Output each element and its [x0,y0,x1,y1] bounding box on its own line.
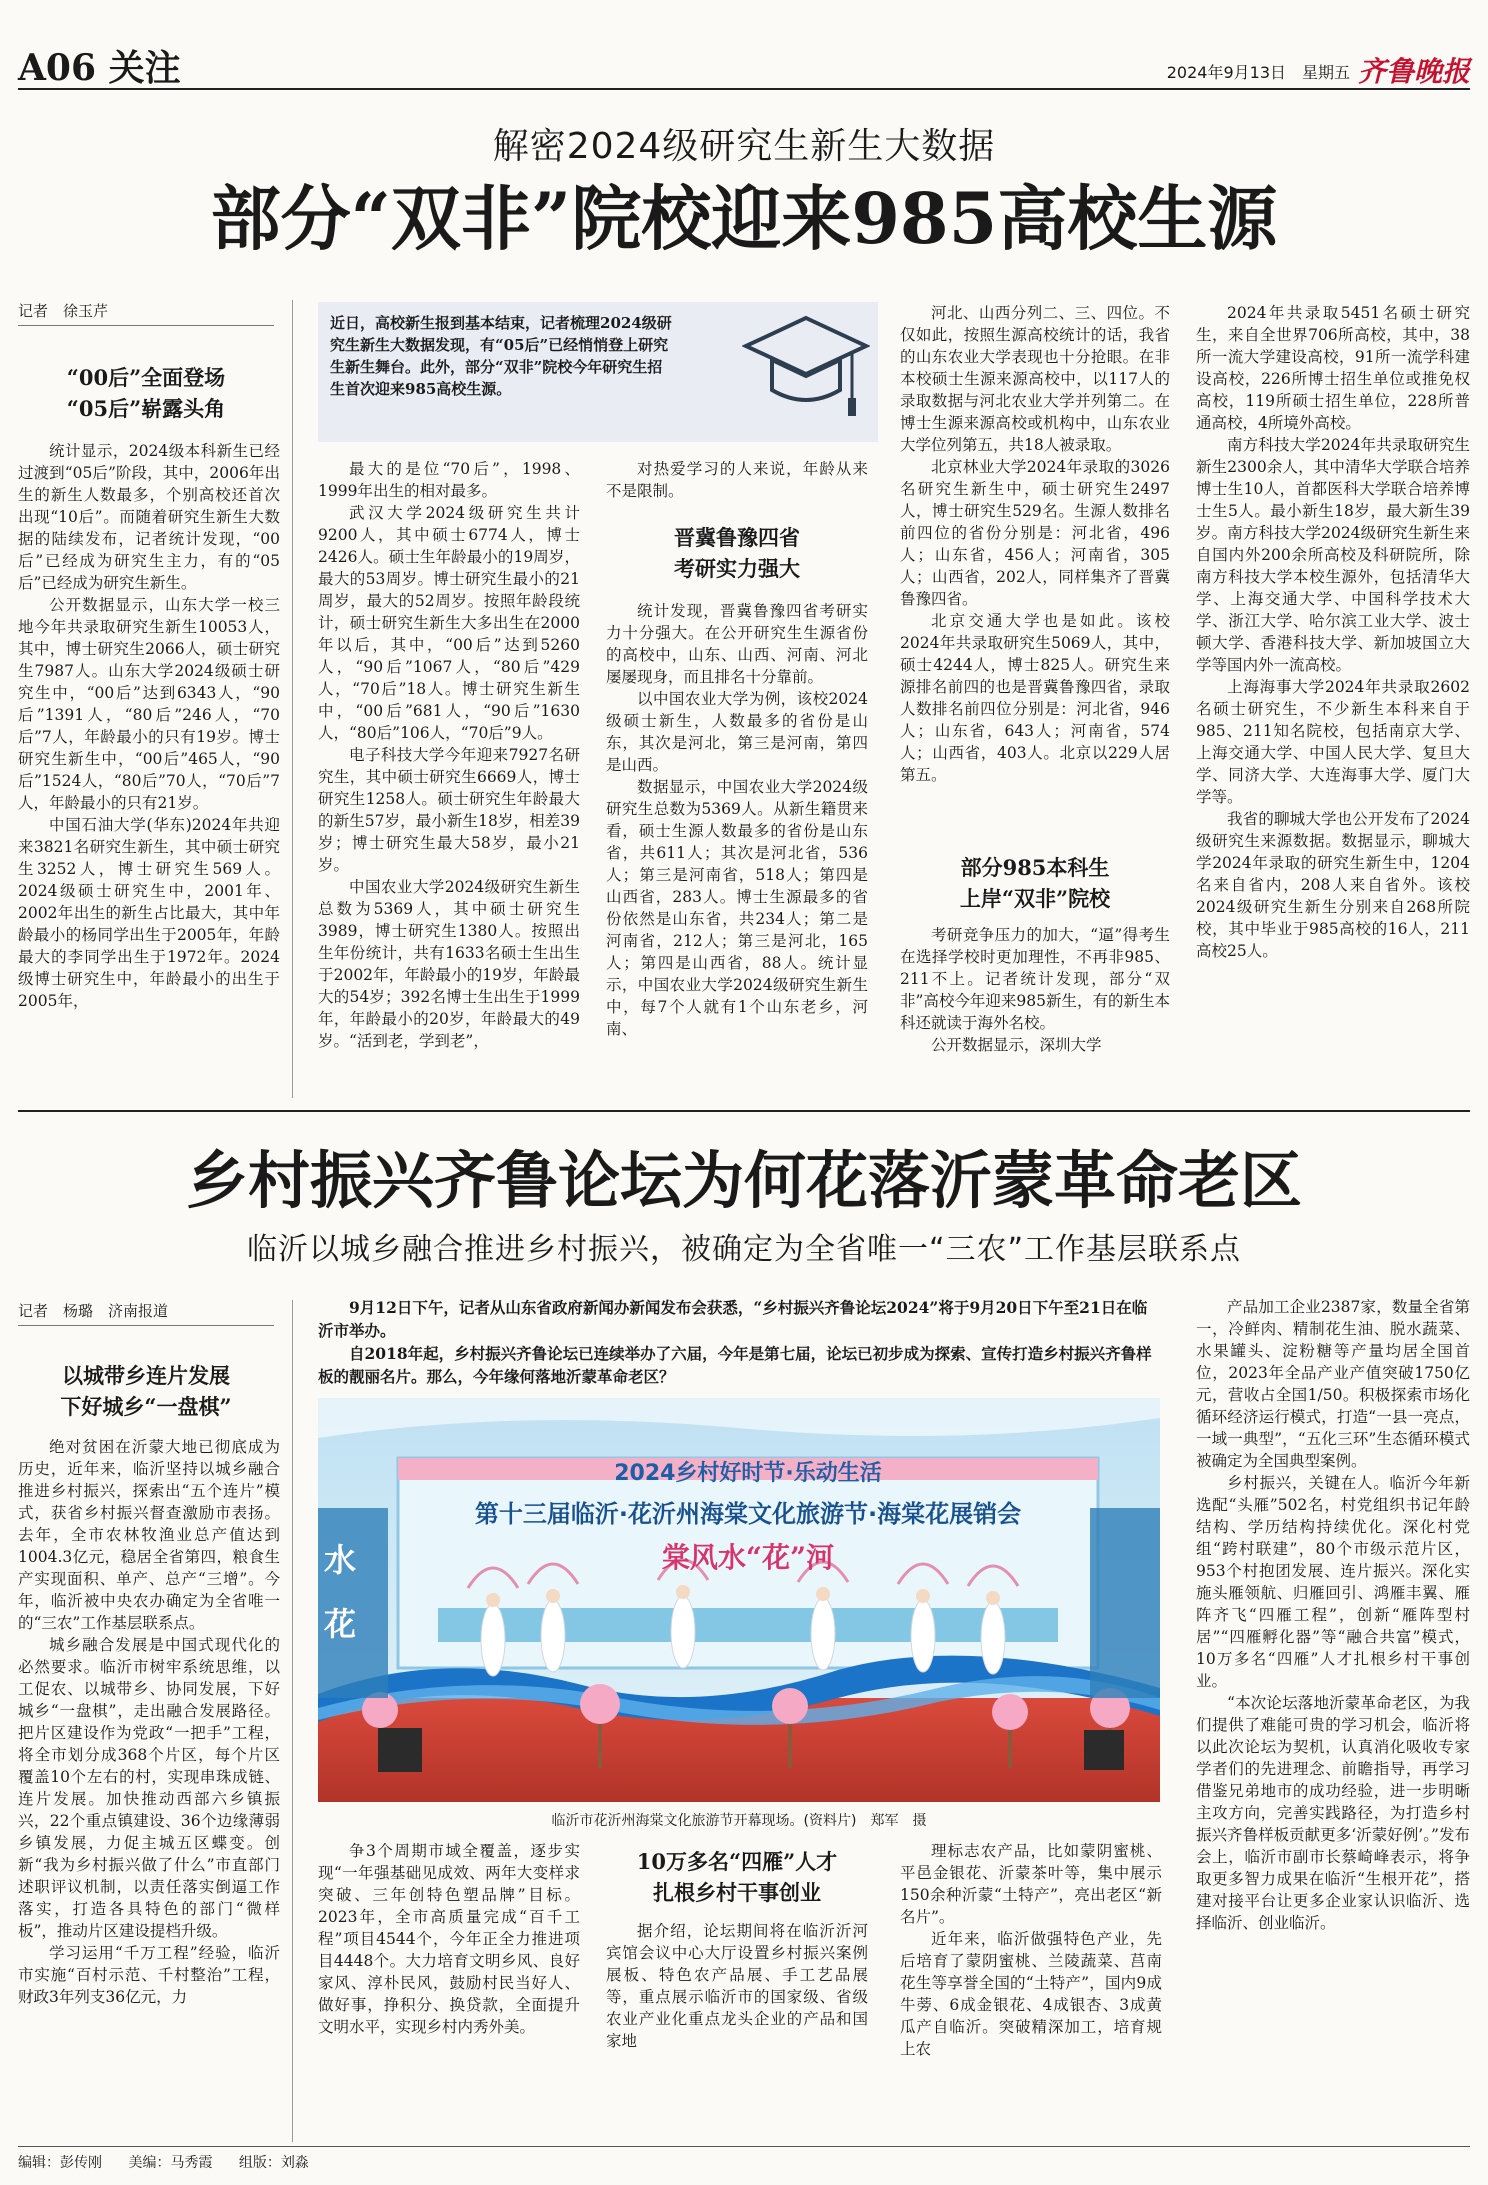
story2-lead [318,1296,1160,1388]
paragraph: 据介绍，论坛期间将在临沂沂河宾馆会议中心大厅设置乡村振兴案例展板、特色农产品展、手工艺品展等，重点展示临沂市的国家级、省级农业产业化重点龙头企业的产品和国家地 [606,1922,868,2050]
paragraph: 统计显示，2024级本科新生已经过渡到“05后”阶段，其中，2006年出生的新生人数最多，个别高校还首次出现“10后”。而随着研究生新生大数据的陆续发布，记者统计发现，“00后”已经成为研究生主力，有的“05后”已经成为研究生新生。 [18,442,280,592]
paragraph: 北京交通大学也是如此。该校2024年共录取研究生5069人，其中，硕士4244人，博士825人。研究生来源排名前四的也是晋冀鲁豫四省，录取人数排名前四位分别是：河北省，946人；山东省，643人；河南省，574人；山西省，403人。北京以229人居第五。 [900,612,1170,784]
newspaper-logo: 齐鲁晚报 [1357,55,1470,88]
story1-byline: 记者 徐玉芹 [18,300,274,326]
paragraph: 南方科技大学2024年共录取研究生新生2300余人，其中清华大学联合培养博士生10人，首都医科大学联合培养博士生5人。最小新生18岁，最大新生39岁。南方科技大学2024级研究生新生来自国内外200余所高校及科研院所，除南方科技大学本校生源外，包括清华大学、上海交通大学、中国科学技术大学、浙江大学、哈尔滨工业大学、波士顿大学、香港科技大学、新加坡国立大学等国内外一流高校。 [1196,436,1470,674]
paragraph: 中国石油大学(华东)2024年共迎来3821名研究生新生，其中硕士研究生3252人，博士研究生569人。2024级硕士研究生中，2001年、2002年出生的新生占比最大，其中年龄最小的杨同学出生于2005年，年龄最大的李同学出生于1972年。2024级博士研究生中，年龄最小的出生于2005年， [18,816,280,1010]
story1-column-3 [606,600,868,1098]
lead-paragraph: 自2018年起，乡村振兴齐鲁论坛已连续举办了六届，今年是第七届，论坛已初步成为探索、宣传打造乡村振兴齐鲁样板的靓丽名片。那么，今年缘何落地沂蒙革命老区？ [318,1344,1152,1386]
paragraph: 河北、山西分列二、三、四位。不仅如此，按照生源高校统计的话，我省的山东农业大学表现也十分抢眼。在非本校硕士生源来源高校中，以117人的录取数据与河北农业大学并列第二。在博士生源来源高校或机构中，山东农业大学位列第五，共18人被录取。 [900,304,1170,454]
paragraph: 公开数据显示，山东大学一校三地今年共录取研究生新生10053人，其中，博士研究生2066人，硕士研究生7987人。山东大学2024级硕士研究生中，“00后”达到6343人，“90后”1391人，“80后”246人，“70后”7人，年龄最小的只有19岁。博士研究生新生中，“00后”465人，“90后”1524人，“80后”70人，“70后”7人，年龄最小的只有21岁。 [18,596,280,812]
story2-subhead-1: 以城带乡连片发展 下好城乡“一盘棋” [60,1363,232,1419]
paragraph: “本次论坛落地沂蒙革命老区，为我们提供了难能可贵的学习机会，临沂将以此次论坛为契机，认真消化吸收专家学者们的先进理念、前瞻指导，再学习借鉴兄弟地市的成功经验，进一步明晰主攻方向，完善实践路径，为打造乡村振兴齐鲁样板贡献更多‘沂蒙好例’。”发布会上，临沂市副市长蔡崎峰表示，将争取更多智力成果在临沂“生根开花”，搭建对接平台让更多企业家认识临沂、选择临沂、创业临沂。 [1196,1694,1470,1932]
paragraph: 学习运用“千万工程”经验，临沂市实施“百村示范、千村整治”工程，财政3年列支36亿元，力 [18,1944,280,2006]
paragraph: 理标志农产品，比如蒙阴蜜桃、平邑金银花、沂蒙茶叶等，集中展示150余种沂蒙“土特产”，亮出老区“新名片”。 [900,1842,1162,1926]
story2-column-1 [18,1436,280,2142]
paragraph: 绝对贫困在沂蒙大地已彻底成为历史，近年来，临沂坚持以城乡融合推进乡村振兴，探索出“五个连片”模式，获省乡村振兴督查激励市表扬。去年，全市农林牧渔业总产值达到1004.3亿元，稳居全省第四，粮食生产实现面积、单产、总产“三增”。今年，临沂被中央农办确定为全省唯一的“三农”工作基层联系点。 [18,1438,280,1632]
story1-column-4 [900,302,1170,832]
story2-byline: 记者 杨璐 济南报道 [18,1300,274,1326]
paragraph: 以中国农业大学为例，该校2024级硕士新生，人数最多的省份是山东，其次是河北，第三是河南，第四是山西。 [606,690,868,774]
story1-kicker: 解密2024级研究生新生大数据 [492,126,996,167]
paragraph: 最大的是位“70后”，1998、1999年出生的相对最多。 [318,460,580,500]
festival-photo [318,1398,1160,1802]
paragraph: 对热爱学习的人来说，年龄从来不是限制。 [606,460,868,500]
lead-paragraph: 9月12日下午，记者从山东省政府新闻办新闻发布会获悉，“乡村振兴齐鲁论坛2024”将于9月20日下午至21日在临沂市举办。 [318,1298,1148,1340]
layout-credit: 组版：刘淼 [238,2155,309,2171]
story2-subtitle: 临沂以城乡融合推进乡村振兴，被确定为全省唯一“三农”工作基层联系点 [246,1232,1242,1267]
story1-column-2 [318,458,580,1098]
story1-column-4-bottom [900,924,1170,1098]
paragraph: 数据显示，中国农业大学2024级研究生总数为5369人。从新生籍贯来看，硕士生源人数最多的省份是山东省，共611人；其次是河北省，536人；第三是河南省，518人；第四是山西省，283人。博士生源最多的省份依然是山东省，共234人；第二是河南省，212人；第三是河北，165人；第四是山西省，88人。统计显示，中国农业大学2024级研究生新生中，每7个人就有1个山东老乡，河南、 [606,778,868,1038]
paragraph: 乡村振兴，关键在人。临沂今年新选配“头雁”502名，村党组织书记年龄结构、学历结构持续优化。深化村党组“跨村联建”，80个市级示范片区，953个村抱团发展、连片振兴。深化实施头雁领航、归雁回引、鸿雁丰翼、雁阵齐飞“四雁工程”，创新“雁阵型村居”“四雁孵化器”等“融合共富”模式，10万多名“四雁”人才扎根乡村干事创业。 [1196,1474,1470,1690]
story1-headline: 部分“双非”院校迎来985高校生源 [210,177,1278,260]
story1-column-3-top [606,458,868,502]
paragraph: 统计发现，晋冀鲁豫四省考研实力十分强大。在公开研究生生源省份的高校中，山东、山西、河南、河北屡屡现身，而且排名十分靠前。 [606,602,868,686]
story1-column-5 [1196,302,1470,1098]
paragraph: 中国农业大学2024级研究生新生总数为5369人，其中硕士研究生3989，博士研究生1380人。按照出生年份统计，共有1633名硕士生出生于2002年，年龄最小的19岁，年龄最大的54岁；392名博士生出生于1999年，年龄最小的20岁，年龄最大的49岁。“活到老，学到老”， [318,878,580,1050]
story2-column-3 [606,1920,868,2142]
story2-column-2 [318,1840,580,2142]
footer-divider [18,2146,1470,2147]
story1-subhead-2: 晋冀鲁豫四省 考研实力强大 [674,525,800,581]
column-divider [292,1300,293,2142]
paragraph: 2024年共录取5451名硕士研究生，来自全世界706所高校，其中，38所一流大学建设高校，91所一流学科建设高校，226所博士招生单位或推免权高校，119所硕士招生单位，228所普通高校，4所境外高校。 [1196,304,1470,432]
paragraph: 考研竞争压力的加大，“逼”得考生在选择学校时更加理性，不再非985、211不上。记者统计发现，部分“双非”高校今年迎来985新生，有的新生本科还就读于海外名校。 [900,926,1170,1032]
story1-column-1 [18,440,280,1096]
paragraph: 近年来，临沂做强特色产业，先后培育了蒙阴蜜桃、兰陵蔬菜、莒南花生等享誉全国的“土特产”，国内9成牛蒡、6成金银花、4成银杏、3成黄瓜产自临沂。突破精深加工，培育规上农 [900,1930,1162,2058]
paragraph: 产品加工企业2387家，数量全省第一，冷鲜肉、精制花生油、脱水蔬菜、水果罐头、淀粉糖等产量均居全国首位，2023年全品产业产值突破1750亿元，营收占全国1/50。积极探索市场化循环经济运行模式，打造“一县一亮点，一域一典型”，“五化三环”生态循环模式被确定为全国典型案例。 [1196,1298,1470,1470]
page-header [18,48,1470,90]
story1-subhead-1: “00后”全面登场 “05后”崭露头角 [66,365,226,421]
banner-line-1: 2024乡村好时节·乐动生活 [614,1461,882,1486]
banner-line-2: 第十三届临沂·花沂州海棠文化旅游节·海棠花展销会 [474,1500,1022,1528]
page-section-label: A06 关注 [18,47,181,89]
section-divider [18,1110,1470,1112]
story1-intro-text: 近日，高校新生报到基本结束，记者梳理2024级研究生新生大数据发现，有“05后”已经悄悄登上研究生新生舞台。此外，部分“双非”院校今年研究生招生首次迎来985高校生源。 [330,314,672,398]
paragraph: 我省的聊城大学也公开发布了2024级研究生来源数据。数据显示，聊城大学2024年录取的研究生新生中，1204名来自省内，208人来自省外。该校2024级研究生新生分别来自268所院校，其中毕业于985高校的16人，211高校25人。 [1196,810,1470,960]
story2-subhead-2: 10万多名“四雁”人才 扎根乡村干事创业 [636,1849,838,1905]
paragraph: 城乡融合发展是中国式现代化的必然要求。临沂市树牢系统思维，以工促农、以城带乡、协同发展，下好城乡“一盘棋”，走出融合发展路径。把片区建设作为党政“一把手”工程，将全市划分成368个片区，每个片区覆盖10个左右的村，实现串珠成链、连片发展。加快推动西部六乡镇振兴，22个重点镇建设、36个边缘薄弱乡镇发展，力促主城五区蝶变。创新“我为乡村振兴做了什么”市直部门述职评议机制，以责任落实倒逼工作落实，打造各具特色的部门“微样板”，推动片区建设提档升级。 [18,1636,280,1940]
paragraph: 上海海事大学2024年共录取2602名硕士研究生，不少新生本科来自于985、211知名院校，包括南京大学、上海交通大学、中国人民大学、复旦大学、同济大学、大连海事大学、厦门大学等。 [1196,678,1470,806]
paragraph: 电子科技大学今年迎来7927名研究生，其中硕士研究生6669人，博士研究生1258人。硕士研究生年龄最大的新生57岁，最小新生18岁，相差39岁；博士研究生最大58岁，最小21岁。 [318,746,580,874]
story2-column-5 [1196,1296,1470,2142]
story1-subhead-3: 部分985本科生 上岸“双非”院校 [959,855,1111,911]
page-footer [18,2152,331,2172]
paragraph: 武汉大学2024级研究生共计9200人，其中硕士6774人，博士2426人。硕士生年龄最小的19周岁，最大的53周岁。博士研究生最小的21周岁，最大的52周岁。按照年龄段统计，硕士研究生新生大多出生在2000年以后，其中，“00后”达到5260人，“90后”1067人，“80后”429人，“70后”18人。博士研究生新生中，“00后”681人，“90后”1630人，“80后”106人，“70后”9人。 [318,504,580,742]
paragraph: 争3个周期市域全覆盖，逐步实现“一年强基础见成效、两年大变样求突破、三年创特色塑品牌”目标。2023年，全市高质量完成“百千工程”项目4544个，今年正全力推进项目4448个。大力培育文明乡风、良好家风、淳朴民风，鼓励村民当好人、做好事，挣积分、换贷款，全面提升文明水平，实现乡村内秀外美。 [318,1842,580,2036]
designer-credit: 美编：马秀霞 [128,2155,213,2171]
side-banner-text: 水花 [324,1541,357,1643]
banner-line-3: 棠风水“花”河 [661,1541,835,1574]
story2-column-4 [900,1840,1162,2142]
story2-headline: 乡村振兴齐鲁论坛为何花落沂蒙革命老区 [185,1144,1302,1217]
paragraph: 北京林业大学2024年录取的3026名研究生新生中，硕士研究生2497人，博士研究生529名。生源人数排名前四位的省份分别是：河北省，496人；山东省，456人；河南省，305人；山西省，202人，同样集齐了晋冀鲁豫四省。 [900,458,1170,608]
issue-date: 2024年9月13日 星期五 [1166,63,1350,82]
graduation-cap-icon [742,310,870,426]
editor-credit: 编辑：彭传刚 [18,2155,102,2171]
column-divider [292,300,293,1098]
photo-caption: 临沂市花沂州海棠文化旅游节开幕现场。(资料片) 郑军 摄 [551,1813,927,1829]
paragraph: 公开数据显示，深圳大学 [931,1036,1102,1054]
